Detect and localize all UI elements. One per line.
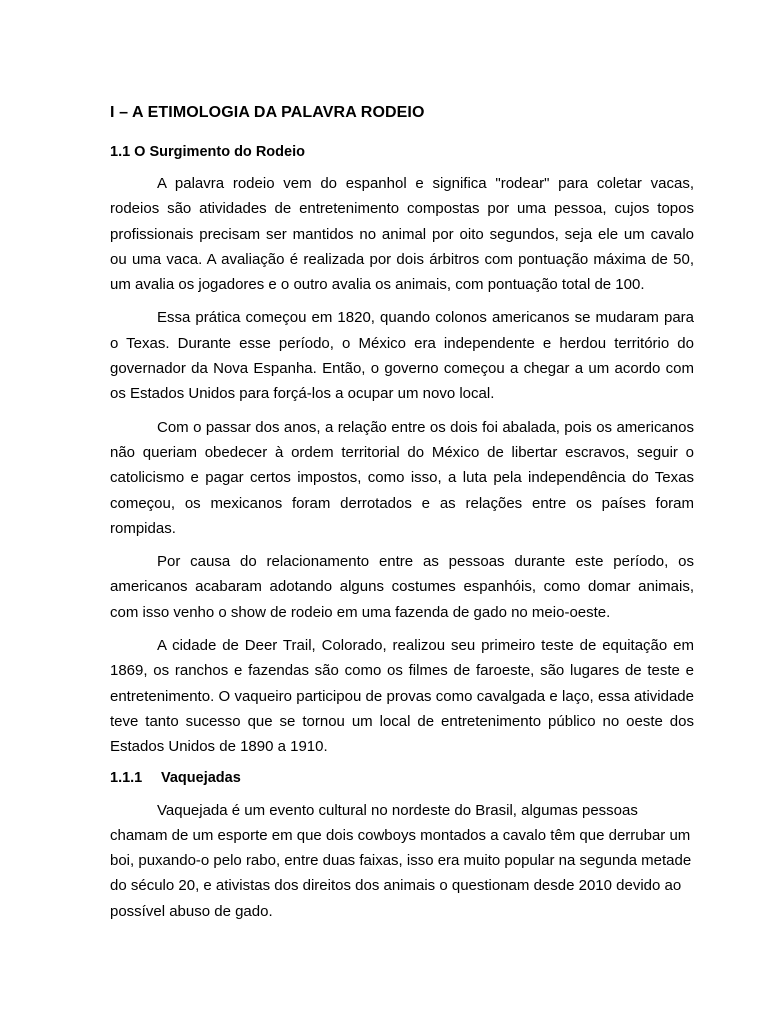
body-paragraph: Com o passar dos anos, a relação entre os dois foi abalada, pois os americanos não queriam obedecer à ordem territorial do México de libertar escravos, seguir o catolicismo e pagar certos impostos, como isso, a luta pela independência do Texas começou, os mexicanos foram derrotados e as relações entre os países foram rompidas. [110,418,694,537]
body-paragraph: Essa prática começou em 1820, quando colonos americanos se mudaram para o Texas. Durante esse período, o México era independente e herdou território do governador da Nova Espanha. Então, o governo começou a chegar a um acordo com os Estados Unidos para forçá-los a ocupar um novo local. [110,309,694,403]
body-paragraph: A cidade de Deer Trail, Colorado, realizou seu primeiro teste de equitação em 1869, os ranchos e fazendas são como os filmes de faroeste, são lugares de teste e entretenimento. O vaqueiro participou de provas como cavalgada e laço, essa atividade teve tanto sucesso que se tornou um local de entretenimento público no oeste dos Estados Unidos de 1890 a 1910. [110,637,694,756]
chapter-title: I – A ETIMOLOGIA DA PALAVRA RODEIO [110,104,425,121]
body-paragraph: Vaquejada é um evento cultural no nordeste do Brasil, algumas pessoas chamam de um esporte em que dois cowboys montados a cavalo têm que derrubar um boi, puxando-o pelo rabo, entre duas faixas, isso era muito popular na segunda metade do século 20, e ativistas dos direitos dos animais o questionam desde 2010 devido ao possível abuso de gado. [110,801,692,920]
document-page [110,101,694,932]
subsection-title [110,768,694,788]
subsection-number: 1.1.1 [110,769,143,786]
body-paragraph: A palavra rodeio vem do espanhol e significa "rodear" para coletar vacas, rodeios são atividades de entretenimento compostas por uma pessoa, cujos topos profissionais precisam ser mantidos no animal por oito segundos, seja ele um cavalo ou uma vaca. A avaliação é realizada por dois árbitros com pontuação máxima de 50, um avalia os jogadores e o outro avalia os animais, com pontuação total de 100. [110,175,694,294]
subsection-label: Vaquejadas [161,769,241,786]
section-title: 1.1 O Surgimento do Rodeio [110,144,305,160]
body-paragraph: Por causa do relacionamento entre as pessoas durante este período, os americanos acabaram adotando alguns costumes espanhóis, como domar animais, com isso venho o show de rodeio em uma fazenda de gado no meio-oeste. [110,553,694,621]
